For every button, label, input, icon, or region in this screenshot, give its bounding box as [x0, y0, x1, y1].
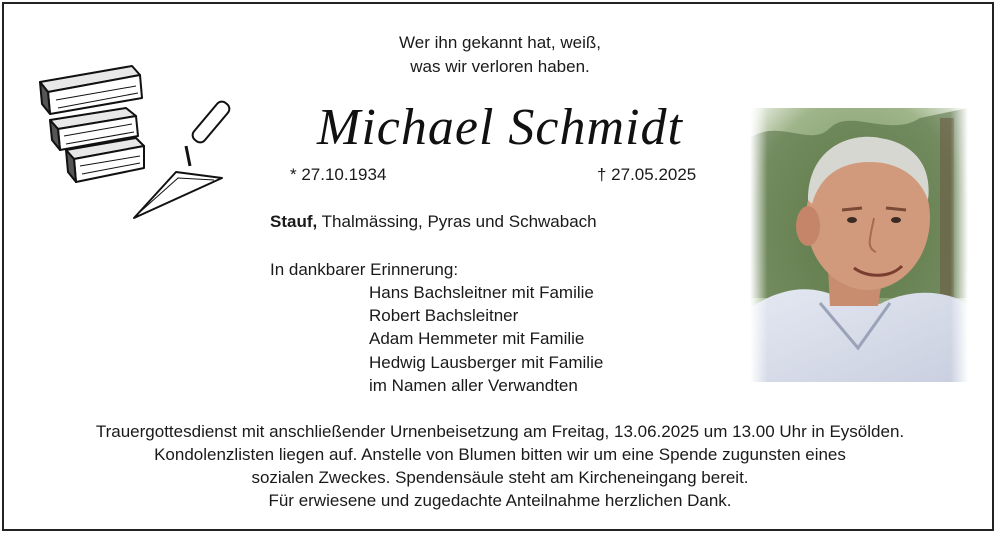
bricks-trowel-icon — [36, 62, 246, 232]
mourner-item: Adam Hemmeter mit Familie — [369, 329, 585, 349]
portrait-photo — [750, 108, 968, 382]
places-line — [270, 210, 597, 234]
notice-line-3: sozialen Zweckes. Spendensäule steht am Kircheneingang bereit. — [251, 468, 749, 487]
mourner-item: Robert Bachsleitner — [369, 306, 519, 326]
place-others: Thalmässing, Pyras und Schwabach — [317, 212, 597, 231]
deceased-name: Michael Schmidt — [317, 99, 683, 156]
mourning-label: In dankbarer Erinnerung: — [270, 260, 459, 279]
mourner-item: Hedwig Lausberger mit Familie — [369, 352, 604, 372]
death-date: † 27.05.2025 — [597, 165, 697, 184]
notice-line-1: Trauergottesdienst mit anschließender Urnenbeisetzung am Freitag, 13.06.2025 um 13.00 Uhr in Eysölden. — [95, 422, 905, 441]
quote-line-1: Wer ihn gekannt hat, weiß, — [399, 33, 601, 52]
mourners-list — [369, 281, 603, 397]
mourner-item: im Namen aller Verwandten — [369, 375, 578, 395]
mourner-item: Hans Bachsleitner mit Familie — [369, 283, 594, 302]
birth-date: * 27.10.1934 — [290, 165, 387, 184]
place-primary: Stauf, — [270, 212, 318, 231]
notice-line-2: Kondolenzlisten liegen auf. Anstelle von Blumen bitten wir um eine Spende zugunsten eines — [154, 445, 846, 464]
notice-line-4: Für erwiesene und zugedachte Anteilnahme herzlichen Dank. — [268, 491, 732, 510]
quote-line-2: was wir verloren haben. — [410, 57, 590, 76]
